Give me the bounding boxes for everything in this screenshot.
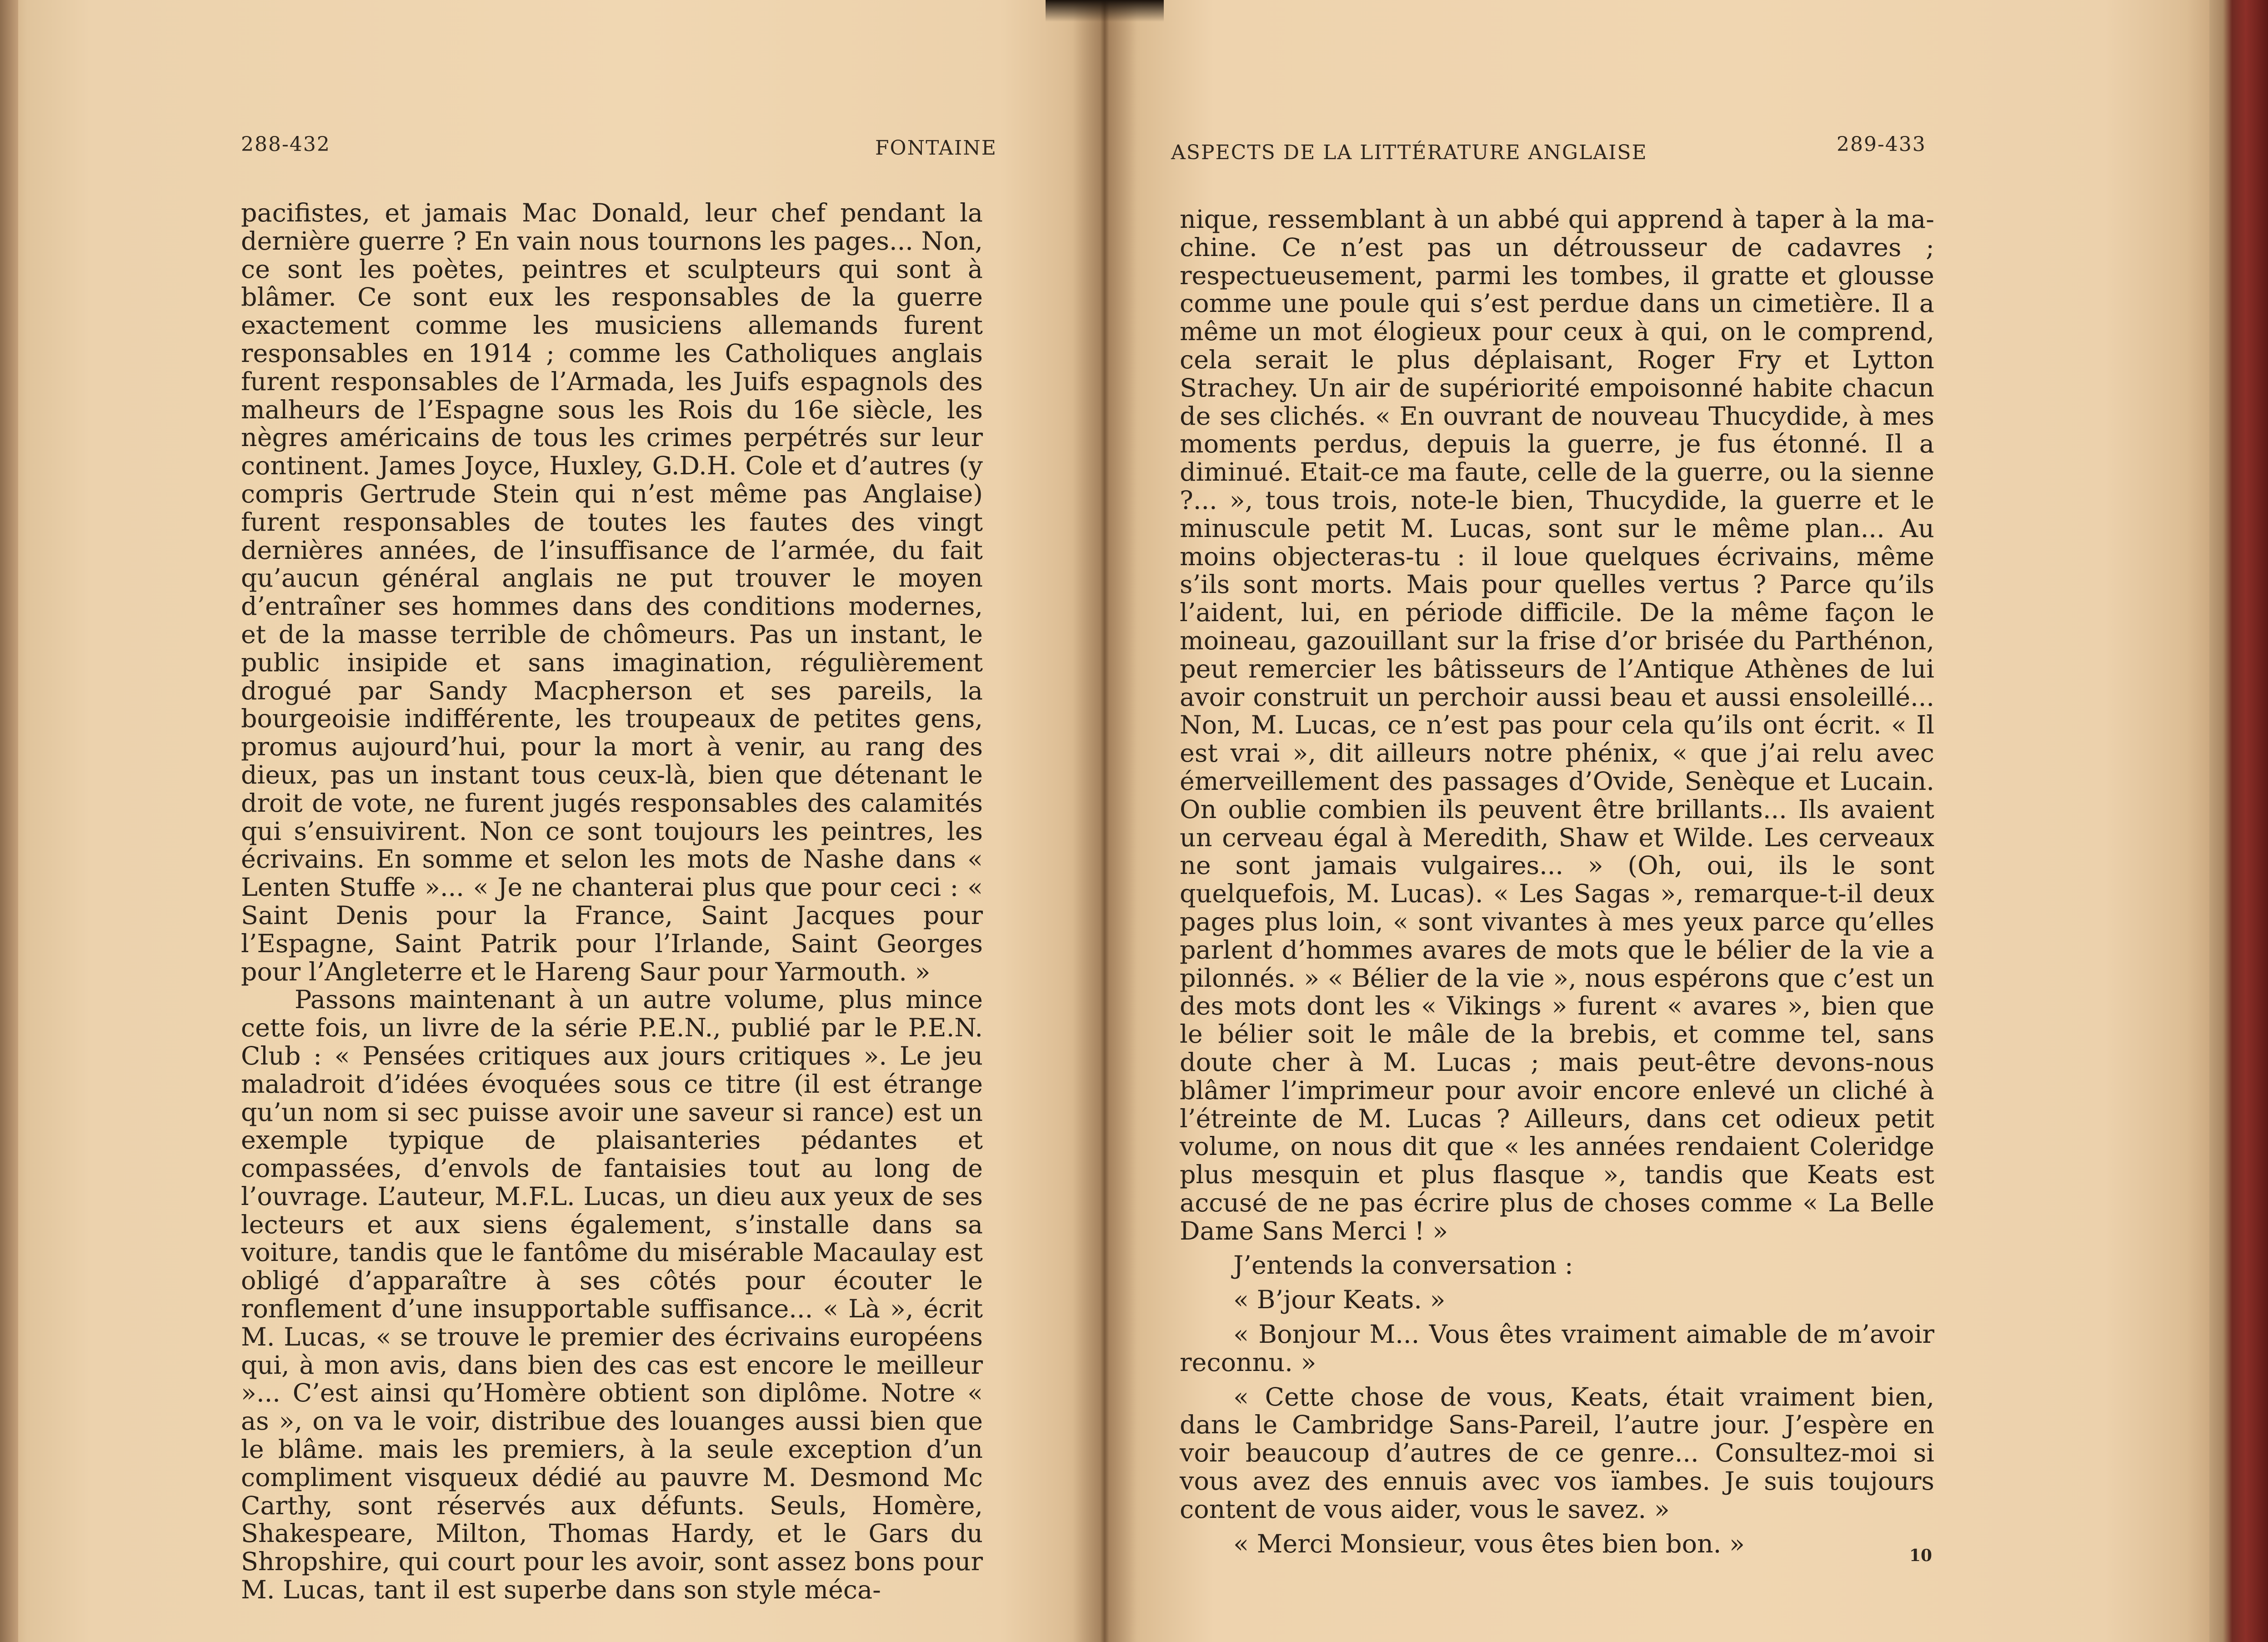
signature-mark: 10: [1909, 1546, 1933, 1565]
right-paragraph-2: J’entends la conversation :: [1233, 1250, 1573, 1280]
right-page-text: [1180, 206, 1934, 1558]
book-cover-edge: [2209, 0, 2268, 1642]
right-running-head: ASPECTS DE LA LITTÉRATURE ANGLAISE: [1171, 141, 1647, 164]
right-page-number: 289-433: [1837, 133, 1926, 156]
left-page-edge: [0, 0, 18, 1642]
right-paragraph-1: nique, ressemblant à un abbé qui apprend à taper à la machine. Ce n’est pas un détrousseur de cadavres ; respectueusement, parmi les tombes, il gratte et glousse comme une poule qui s’est perdue dans un cimetière. Il a même un mot élogieux pour ceux à qui, on le comprend, cela serait le plus déplaisant, Roger Fry et Lytton Strachey. Un air de supériorité empoisonné habite chacun de ses clichés. « En ouvrant de nouveau Thucydide, à mes moments perdus, depuis la guerre, je fus étonné. Il a diminué. Etait-ce ma faute, celle de la guerre, ou la sienne ?... », tous trois, note-le bien, Thucydide, la guerre et le minuscule petit M. Lucas, sont sur le même plan... Au moins objecteras-tu : il loue quelques écrivains, même s’ils sont morts. Mais pour quelles vertus ? Parce qu’ils l’aident, lui, en période difficile. De la même façon le moineau, gazouillant sur la frise d’or brisée du Parthénon, peut remercier les bâtisseurs de l’Antique Athènes de lui avoir construit un perchoir aussi beau et aussi ensoleillé... Non, M. Lucas, ce n’est pas pour cela qu’ils ont écrit. « Il est vrai », dit ailleurs notre phénix, « que j’ai relu avec émerveillement des passages d’Ovide, Senèque et Lucain. On oublie combien ils peuvent être brillants... Ils avaient un cerveau égal à Meredith, Shaw et Wilde. Les cerveaux ne sont jamais vulgaires... » (Oh, oui, ils le sont quelquefois, M. Lucas). « Les Sagas », remarque-t-il deux pages plus loin, « sont vivantes à mes yeux parce qu’elles parlent d’hommes avares de mots que le bélier de la vie a pilonnés. » « Bélier de la vie », nous espérons que c’est un des mots dont les « Vikings » furent « avares », bien que le bélier soit le mâle de la brebis, et comme tel, sans doute cher à M. Lucas ; mais peut-être devons-nous blâmer l’imprimeur pour avoir encore enlevé un cliché à l’étreinte de M. Lucas ? Ailleurs, dans cet odieux petit volume, on nous dit que « les années rendaient Coleridge plus mesquin et plus flasque », tandis que Keats est accusé de ne pas écrire plus de choses comme « La Belle Dame Sans Merci ! »: [1180, 205, 1934, 1246]
left-paragraph-2: Passons maintenant à un autre volume, plus mince cette fois, un livre de la série P.E.N., publié par le P.E.N. Club : « Pensées critiques aux jours critiques ». Le jeu maladroit d’idées évoquées sous ce titre (il est étrange qu’un nom si sec puisse avoir une saveur si rance) est un exemple typique de plaisanteries pédantes et compassées, d’envols de fantaisies tout au long de l’ouvrage. L’auteur, M.F.L. Lucas, un dieu aux yeux de ses lecteurs et aux siens également, s’installe dans sa voiture, tandis que le fantôme du misérable Macaulay est obligé d’apparaître à ses côtés pour écouter le ronflement d’une insupportable suffisance... « Là », écrit M. Lucas, « se trouve le premier des écrivains européens qui, à mon avis, dans bien des cas est encore le meilleur »... C’est ainsi qu’Homère obtient son diplôme. Notre « as », on va le voir, distribue des louanges aussi bien que le blâme. mais les premiers, à la seule exception d’un compliment visqueux dédié au pauvre M. Desmond Mc Carthy, sont réservés aux défunts. Seuls, Homère, Shakespeare, Milton, Thomas Hardy, et le Gars du Shropshire, qui court pour les avoir, sont assez bons pour M. Lucas, tant il est superbe dans son style méca-: [241, 985, 983, 1605]
left-page-text: [241, 199, 983, 1604]
right-paragraph-4: « Bonjour M... Vous êtes vraiment aimable de m’avoir reconnu. »: [1180, 1320, 1934, 1377]
right-paragraph-5: « Cette chose de vous, Keats, était vraiment bien, dans le Cambridge Sans-Pareil, l’autre jour. J’espère en voir beaucoup d’autres de ce genre... Consultez-moi si vous avez des ennuis avec vos ïambes. Je suis toujours content de vous aider, vous le savez. »: [1180, 1382, 1934, 1524]
right-paragraph-6: « Merci Monsieur, vous êtes bien bon. »: [1233, 1529, 1745, 1559]
left-paragraph-1: pacifistes, et jamais Mac Donald, leur chef pendant la dernière guerre ? En vain nous tournons les pages... Non, ce sont les poètes, peintres et sculpteurs qui sont à blâmer. Ce sont eux les responsables de la guerre exactement comme les musiciens allemands furent responsables en 1914 ; comme les Catholiques anglais furent responsables de l’Armada, les Juifs espagnols des malheurs de l’Espagne sous les Rois du 16e siècle, les nègres américains de tous les crimes perpétrés sur leur continent. James Joyce, Huxley, G.D.H. Cole et d’autres (y compris Gertrude Stein qui n’est même pas Anglaise) furent responsables de toutes les fautes des vingt dernières années, de l’insuffisance de l’armée, du fait qu’aucun général anglais ne put trouver le moyen d’entraîner ses hommes dans des conditions modernes, et de la masse terrible de chômeurs. Pas un instant, le public insipide et sans imagination, régulièrement drogué par Sandy Macpherson et ses pareils, la bourgeoisie indifférente, les troupeaux de petites gens, promus aujourd’hui, pour la mort à venir, au rang des dieux, pas un instant tous ceux-là, bien que détenant le droit de vote, ne furent jugés responsables des calamités qui s’ensuivirent. Non ce sont toujours les peintres, les écrivains. En somme et selon les mots de Nashe dans « Lenten Stuffe »... « Je ne chanterai plus que pour ceci : « Saint Denis pour la France, Saint Jacques pour l’Espagne, Saint Patrik pour l’Irlande, Saint Georges pour l’Angleterre et le Hareng Saur pour Yarmouth. »: [241, 198, 983, 987]
spine-shadow: [1046, 0, 1164, 22]
right-page: [1105, 0, 2218, 1642]
book-gutter: [1073, 0, 1137, 1642]
right-paragraph-3: « B’jour Keats. »: [1233, 1285, 1446, 1315]
left-page-number: 288-432: [241, 133, 330, 156]
left-running-head: FONTAINE: [875, 136, 997, 160]
left-page: [0, 0, 1105, 1642]
